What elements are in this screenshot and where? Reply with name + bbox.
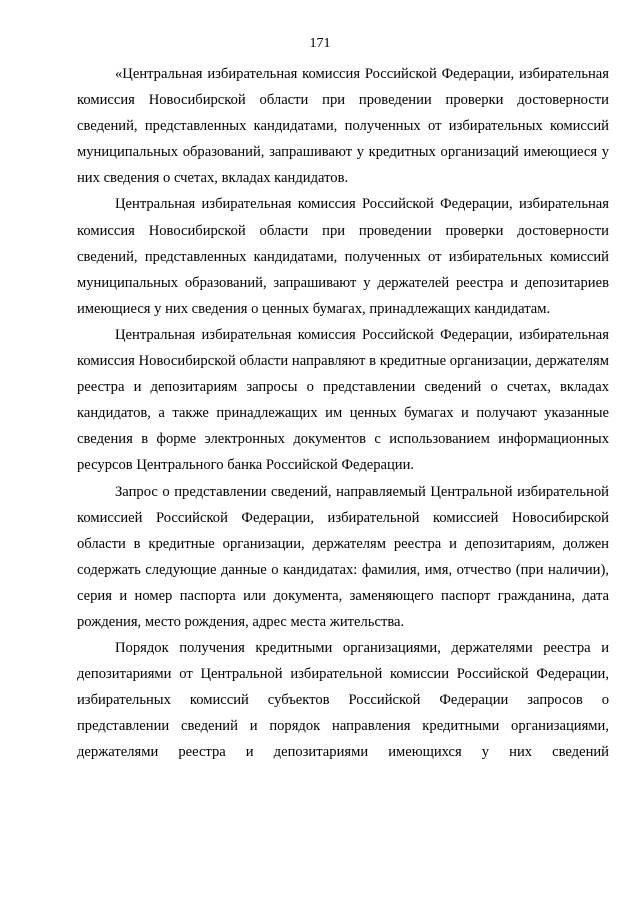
paragraph: Запрос о представлении сведений, направляемый Центральной избирательной комиссией Российской Федерации, избирательной комиссией Новосибирской области в кредитные организации, держателям реестра и депозитариям, должен содержать следующие данные о кандидатах: фамилия, имя, отчество (при наличии), серия и номер паспорта или документа, заменяющего паспорт гражданина, дата рождения, место рождения, адрес места жительства. bbox=[77, 483, 609, 630]
paragraph: Порядок получения кредитными организациями, держателями реестра и депозитариями от Центральной избирательной комиссии Российской Федерации, избирательных комиссий субъектов Российской Федерации запросов о представлении сведений и порядок направления кредитными организациями, держателями реестра и депозитариями имеющихся у них сведений bbox=[77, 640, 609, 761]
paragraph: «Центральная избирательная комиссия Российской Федерации, избирательная комиссия Новосибирской области при проведении проверки достоверности сведений, представленных кандидатами, полученных от избирательных комиссий муниципальных образований, запрашивают у кредитных организаций имеющиеся у них сведения о счетах, вкладах кандидатов. bbox=[77, 66, 609, 187]
paragraph: Центральная избирательная комиссия Российской Федерации, избирательная комиссия Новосибирской области при проведении проверки достоверности сведений, представленных кандидатами, полученных от избирательных комиссий муниципальных образований, запрашивают у держателей реестра и депозитариев имеющиеся у них сведения о ценных бумагах, принадлежащих кандидатам. bbox=[77, 196, 609, 317]
paragraph: Центральная избирательная комиссия Российской Федерации, избирательная комиссия Новосибирской области направляют в кредитные организации, держателям реестра и депозитариям запросы о представлении сведений о счетах, вкладах кандидатов, а также принадлежащих им ценных бумагах и получают указанные сведения в форме электронных документов с использованием информационных ресурсов Центрального банка Российской Федерации. bbox=[77, 326, 609, 474]
body-text bbox=[77, 61, 609, 766]
page-number: 171 bbox=[309, 36, 331, 51]
